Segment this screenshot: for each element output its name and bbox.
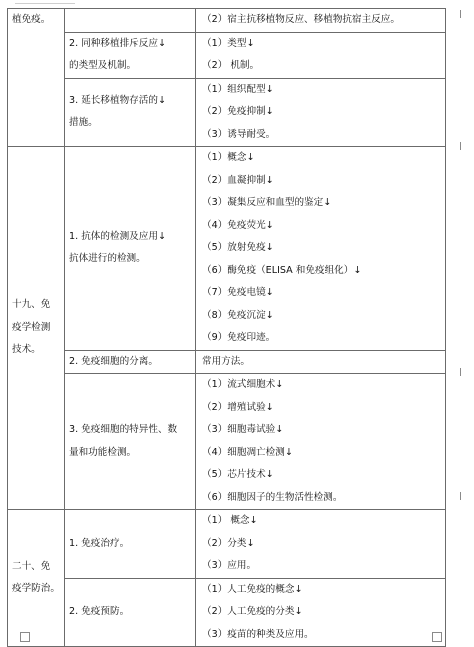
cell-text-line: 2. 免疫细胞的分离。 <box>69 355 158 367</box>
unit-cell <box>65 350 196 374</box>
cell-text-line: 疫学检测 <box>12 321 51 333</box>
cell-text-line: （2）宿主抗移植物反应、移植物抗宿主反应。 <box>202 14 400 25</box>
cell-text-line: 3. 免疫细胞的特异性、数 <box>69 424 178 435</box>
cell-text-line: （2）免疫抑制↓ <box>202 106 274 117</box>
content-cell <box>196 578 446 647</box>
cell-text-line: 二十、免 <box>12 560 51 572</box>
cell-text-line: （1）人工免疫的概念↓ <box>202 583 303 595</box>
unit-cell <box>65 32 196 78</box>
content-cell <box>196 510 446 579</box>
cell-text-line: 疫学防治。 <box>12 583 60 594</box>
cell-text-line: （3）细胞毒试验↓ <box>202 424 284 435</box>
unit-cell <box>65 578 196 647</box>
cell-text-line: （2）增殖试验↓ <box>202 401 274 413</box>
cell-text-line: （8）免疫沉淀↓ <box>202 309 274 321</box>
cell-text-line: （7）免疫电镜↓ <box>202 287 274 298</box>
cell-text-line: 措施。 <box>69 117 98 129</box>
table-row <box>8 78 446 147</box>
cell-text-line: （6）细胞因子的生物活性检测。 <box>202 491 343 503</box>
cell-text-line: （1）类型↓ <box>202 37 255 49</box>
cell-text-line: （1）流式细胞术↓ <box>202 379 284 390</box>
table-row <box>8 374 446 510</box>
cell-text-line: （2）血凝抑制↓ <box>202 174 274 186</box>
content-cell <box>196 78 446 147</box>
cell-text-line: 十九、免 <box>12 299 51 311</box>
cell-text-line: 的类型及机制。 <box>69 60 137 71</box>
cell-text-line: 2. 免疫预防。 <box>69 606 130 617</box>
cell-text-line: （9）免疫印迹。 <box>202 332 276 343</box>
cell-text-line: （3）疫苗的种类及应用。 <box>202 628 314 640</box>
content-cell <box>196 374 446 510</box>
table-row <box>8 147 446 351</box>
page-top-fragment <box>15 0 75 4</box>
cell-text-line: 常用方法。 <box>202 355 250 367</box>
cell-text-line: （3）应用。 <box>202 560 257 571</box>
content-cell <box>196 32 446 78</box>
cell-text-line: 量和功能检测。 <box>69 446 137 458</box>
unit-cell <box>65 374 196 510</box>
unit-cell <box>65 147 196 351</box>
topic-cell <box>8 147 65 510</box>
cell-text-line: 2. 同种移植排斥反应↓ <box>69 37 166 49</box>
table-row <box>8 9 446 33</box>
cell-text-line: 1. 免疫治疗。 <box>69 537 130 549</box>
cell-text-line: （1） 概念↓ <box>202 515 258 526</box>
cell-text-line: （5）放射免疫↓ <box>202 242 274 253</box>
cell-text-line: （1）组织配型↓ <box>202 83 274 95</box>
cell-text-line: （1）概念↓ <box>202 152 255 163</box>
right-margin-mark <box>460 368 461 376</box>
topic-cell <box>8 9 65 147</box>
syllabus-table <box>7 8 446 647</box>
right-margin-mark <box>460 492 461 500</box>
cell-text-line: 3. 延长移植物存活的↓ <box>69 94 166 106</box>
cell-text-line: 植免疫。 <box>12 14 51 25</box>
topic-cell <box>8 510 65 647</box>
table-row <box>8 578 446 647</box>
content-cell <box>196 9 446 33</box>
table-row <box>8 350 446 374</box>
cell-text-line: （3）诱导耐受。 <box>202 128 276 140</box>
content-cell <box>196 350 446 374</box>
unit-cell <box>65 9 196 33</box>
cell-text-line: （4）免疫荧光↓ <box>202 219 274 231</box>
cell-text-line: （6）酶免疫（ELISA 和免疫组化）↓ <box>202 264 362 276</box>
cell-text-line: （5）芯片技术↓ <box>202 469 274 480</box>
cell-text-line: 抗体进行的检测。 <box>69 253 146 265</box>
cell-text-line: （2） 机制。 <box>202 60 260 71</box>
table-row <box>8 510 446 579</box>
cell-text-line: 1. 抗体的检测及应用↓ <box>69 230 166 242</box>
cell-text-line: （2）分类↓ <box>202 537 255 549</box>
content-cell <box>196 147 446 351</box>
table-row <box>8 32 446 78</box>
unit-cell <box>65 510 196 579</box>
right-margin-mark <box>460 10 461 18</box>
cell-text-line: 技术。 <box>12 344 41 356</box>
unit-cell <box>65 78 196 147</box>
cell-text-line: （4）细胞凋亡检测↓ <box>202 446 293 458</box>
right-margin-mark <box>460 142 461 150</box>
cell-text-line: （2）人工免疫的分类↓ <box>202 606 303 617</box>
cell-text-line: （3）凝集反应和血型的鉴定↓ <box>202 197 332 208</box>
